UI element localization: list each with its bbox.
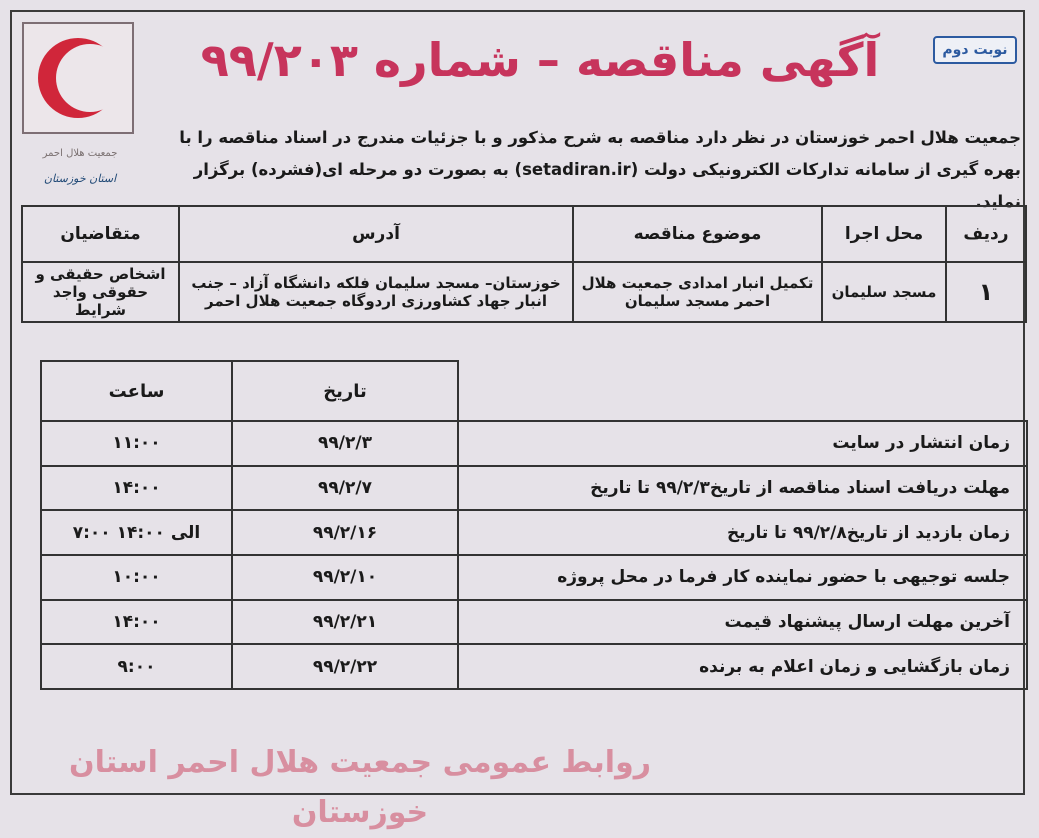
schedule-date: ۹۹/۲/۱۶: [232, 510, 458, 555]
schedule-time: ۱۴:۰۰: [41, 466, 232, 511]
header-date: تاریخ: [232, 361, 458, 421]
crescent-icon: [32, 32, 124, 124]
subject-cell: تکمیل انبار امدادی جمعیت هلال احمر مسجد سلیمان: [573, 262, 822, 322]
applicants-cell: اشخاص حقیقی و حقوقی واجد شرایط: [22, 262, 179, 322]
schedule-time: ۱۱:۰۰: [41, 421, 232, 466]
table-row: [41, 510, 1027, 555]
schedule-desc: زمان انتشار در سایت: [458, 421, 1027, 466]
table-row: [41, 600, 1027, 645]
schedule-time: ۷:۰۰ الی ۱۴:۰۰: [41, 510, 232, 555]
intro-paragraph: جمعیت هلال احمر خوزستان در نظر دارد مناقصه به شرح مذکور و با جزئیات مندرج در اسناد مناقصه را با بهره گیری از سامانه تدارکات الکترونیکی دولت (setadiran.ir) به بصورت دو مرحله ای(فشرده) برگزار نماید.: [179, 128, 1021, 211]
schedule-desc: آخرین مهلت ارسال پیشنهاد قیمت: [458, 600, 1027, 645]
table-row: [41, 466, 1027, 511]
table-row: [41, 644, 1027, 689]
address-cell: خوزستان– مسجد سلیمان فلکه دانشگاه آزاد – جنب انبار جهاد کشاورزی اردوگاه جمعیت هلال احمر: [179, 262, 573, 322]
header-applicants: متقاضیان: [22, 206, 179, 262]
schedule-date: ۹۹/۲/۷: [232, 466, 458, 511]
schedule-header-row: [41, 361, 1027, 421]
schedule-time: ۹:۰۰: [41, 644, 232, 689]
header-time: ساعت: [41, 361, 232, 421]
header-blank: [458, 361, 1027, 421]
table-row: [22, 262, 1026, 322]
edition-badge: نوبت دوم: [933, 36, 1017, 64]
footer-signature: روابط عمومی جمعیت هلال احمر استان خوزستان: [68, 745, 651, 830]
row-number: ۱: [946, 262, 1026, 322]
schedule-time: ۱۰:۰۰: [41, 555, 232, 600]
schedule-desc: مهلت دریافت اسناد مناقصه از تاریخ۹۹/۲/۳ تا تاریخ: [458, 466, 1027, 511]
tender-info-table: [21, 205, 1027, 323]
schedule-table: [40, 360, 1028, 690]
header-address: آدرس: [179, 206, 573, 262]
red-crescent-logo: [22, 22, 134, 134]
logo-province-text: استان خوزستان: [43, 172, 117, 185]
schedule-desc: زمان بازدید از تاریخ۹۹/۲/۸ تا تاریخ: [458, 510, 1027, 555]
schedule-desc: زمان بازگشایی و زمان اعلام به برنده: [458, 644, 1027, 689]
schedule-date: ۹۹/۲/۳: [232, 421, 458, 466]
schedule-time: ۱۴:۰۰: [41, 600, 232, 645]
header-subject: موضوع مناقصه: [573, 206, 822, 262]
table-header-row: [22, 206, 1026, 262]
header-location: محل اجرا: [822, 206, 946, 262]
table-row: [41, 421, 1027, 466]
schedule-date: ۹۹/۲/۲۲: [232, 644, 458, 689]
schedule-desc: جلسه توجیهی با حضور نماینده کار فرما در محل پروژه: [458, 555, 1027, 600]
header-row-number: ردیف: [946, 206, 1026, 262]
schedule-date: ۹۹/۲/۱۰: [232, 555, 458, 600]
logo-caption: جمعیت هلال احمر: [42, 148, 118, 159]
table-row: [41, 555, 1027, 600]
ad-title: آگهی مناقصه – شماره ۹۹/۲۰۳: [200, 33, 880, 87]
location-cell: مسجد سلیمان: [822, 262, 946, 322]
schedule-date: ۹۹/۲/۲۱: [232, 600, 458, 645]
